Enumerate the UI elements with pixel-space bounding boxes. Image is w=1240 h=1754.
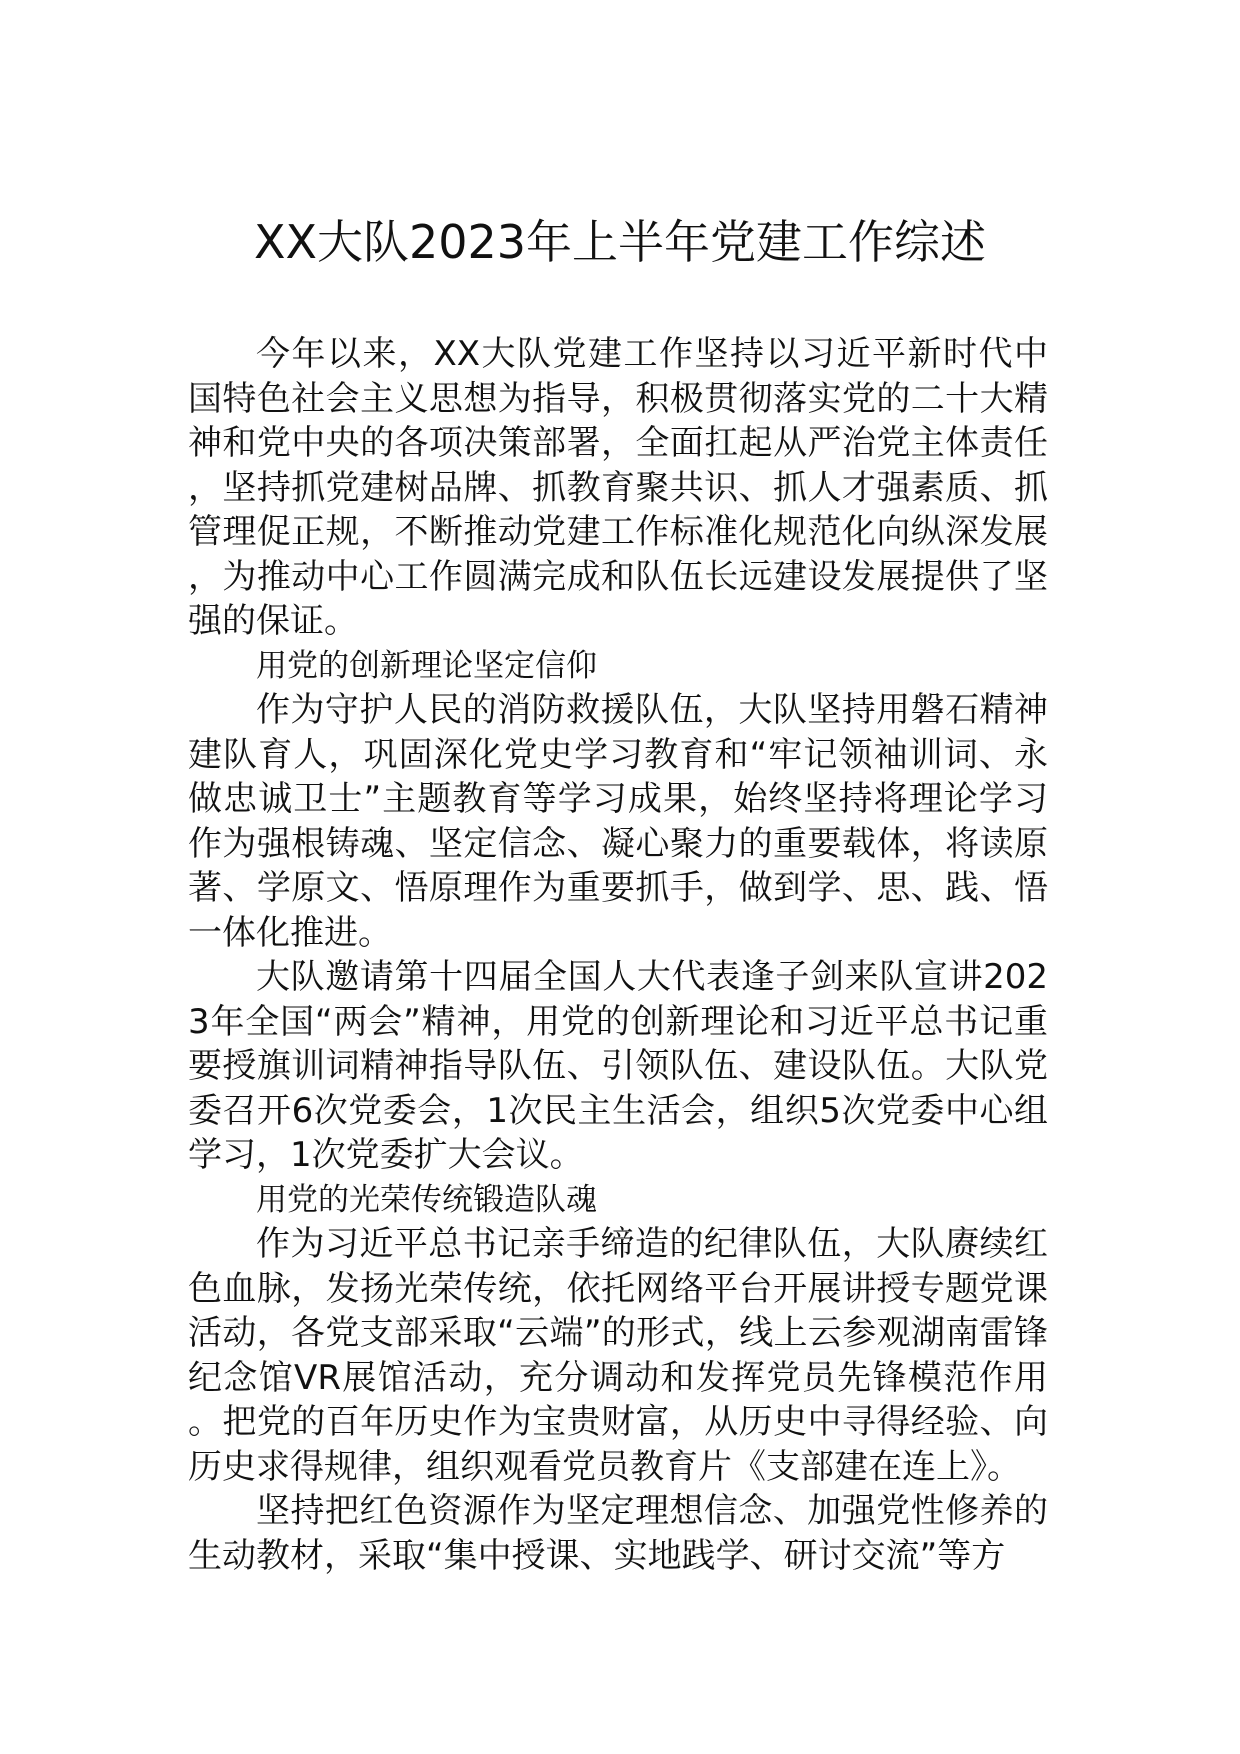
document-title: XX大队2023年上半年党建工作综述 bbox=[253, 215, 987, 269]
paragraph-red-resources: 坚持把红色资源作为坚定理想信念、加强党性修养的生动教材，采取“集中授课、实地践学、研讨交流”等方 bbox=[188, 1491, 1048, 1576]
paragraph-tradition: 作为习近平总书记亲手缔造的纪律队伍，大队赓续红色血脉，发扬光荣传统，依托网络平台开展讲授专题党课活动，各党支部采取“云端”的形式，线上云参观湖南雷锋纪念馆VR展馆活动，充分调动和发挥党员先锋模范作用。把党的百年历史作为宝贵财富，从历史中寻得经验、向历史求得规律，组织观看党员教育片《支部建在连上》。 bbox=[188, 1224, 1048, 1487]
section-heading-tradition: 用党的光荣传统锻造队魂 bbox=[256, 1181, 597, 1218]
paragraph-intro: 今年以来，XX大队党建工作坚持以习近平新时代中国特色社会主义思想为指导，积极贯彻落实党的二十大精神和党中央的各项决策部署，全面扛起从严治党主体责任，坚持抓党建树品牌、抓教育聚共识、抓人才强素质、抓管理促正规，不断推动党建工作标准化规范化向纵深发展，为推动中心工作圆满完成和队伍长远建设发展提供了坚强的保证。 bbox=[188, 334, 1048, 641]
paragraph-two-sessions: 大队邀请第十四届全国人大代表逢子剑来队宣讲2023年全国“两会”精神，用党的创新理论和习近平总书记重要授旗训词精神指导队伍、引领队伍、建设队伍。大队党委召开6次党委会，1次民主生活会，组织5次党委中心组学习，1次党委扩大会议。 bbox=[188, 957, 1048, 1175]
paragraph-theory-study: 作为守护人民的消防救援队伍，大队坚持用磐石精神建队育人，巩固深化党史学习教育和“牢记领袖训词、永做忠诚卫士”主题教育等学习成果，始终坚持将理论学习作为强根铸魂、坚定信念、凝心聚力的重要载体，将读原著、学原文、悟原理作为重要抓手，做到学、思、践、悟一体化推进。 bbox=[188, 690, 1048, 953]
section-heading-theory: 用党的创新理论坚定信仰 bbox=[256, 647, 597, 684]
document-body bbox=[188, 332, 1048, 1578]
